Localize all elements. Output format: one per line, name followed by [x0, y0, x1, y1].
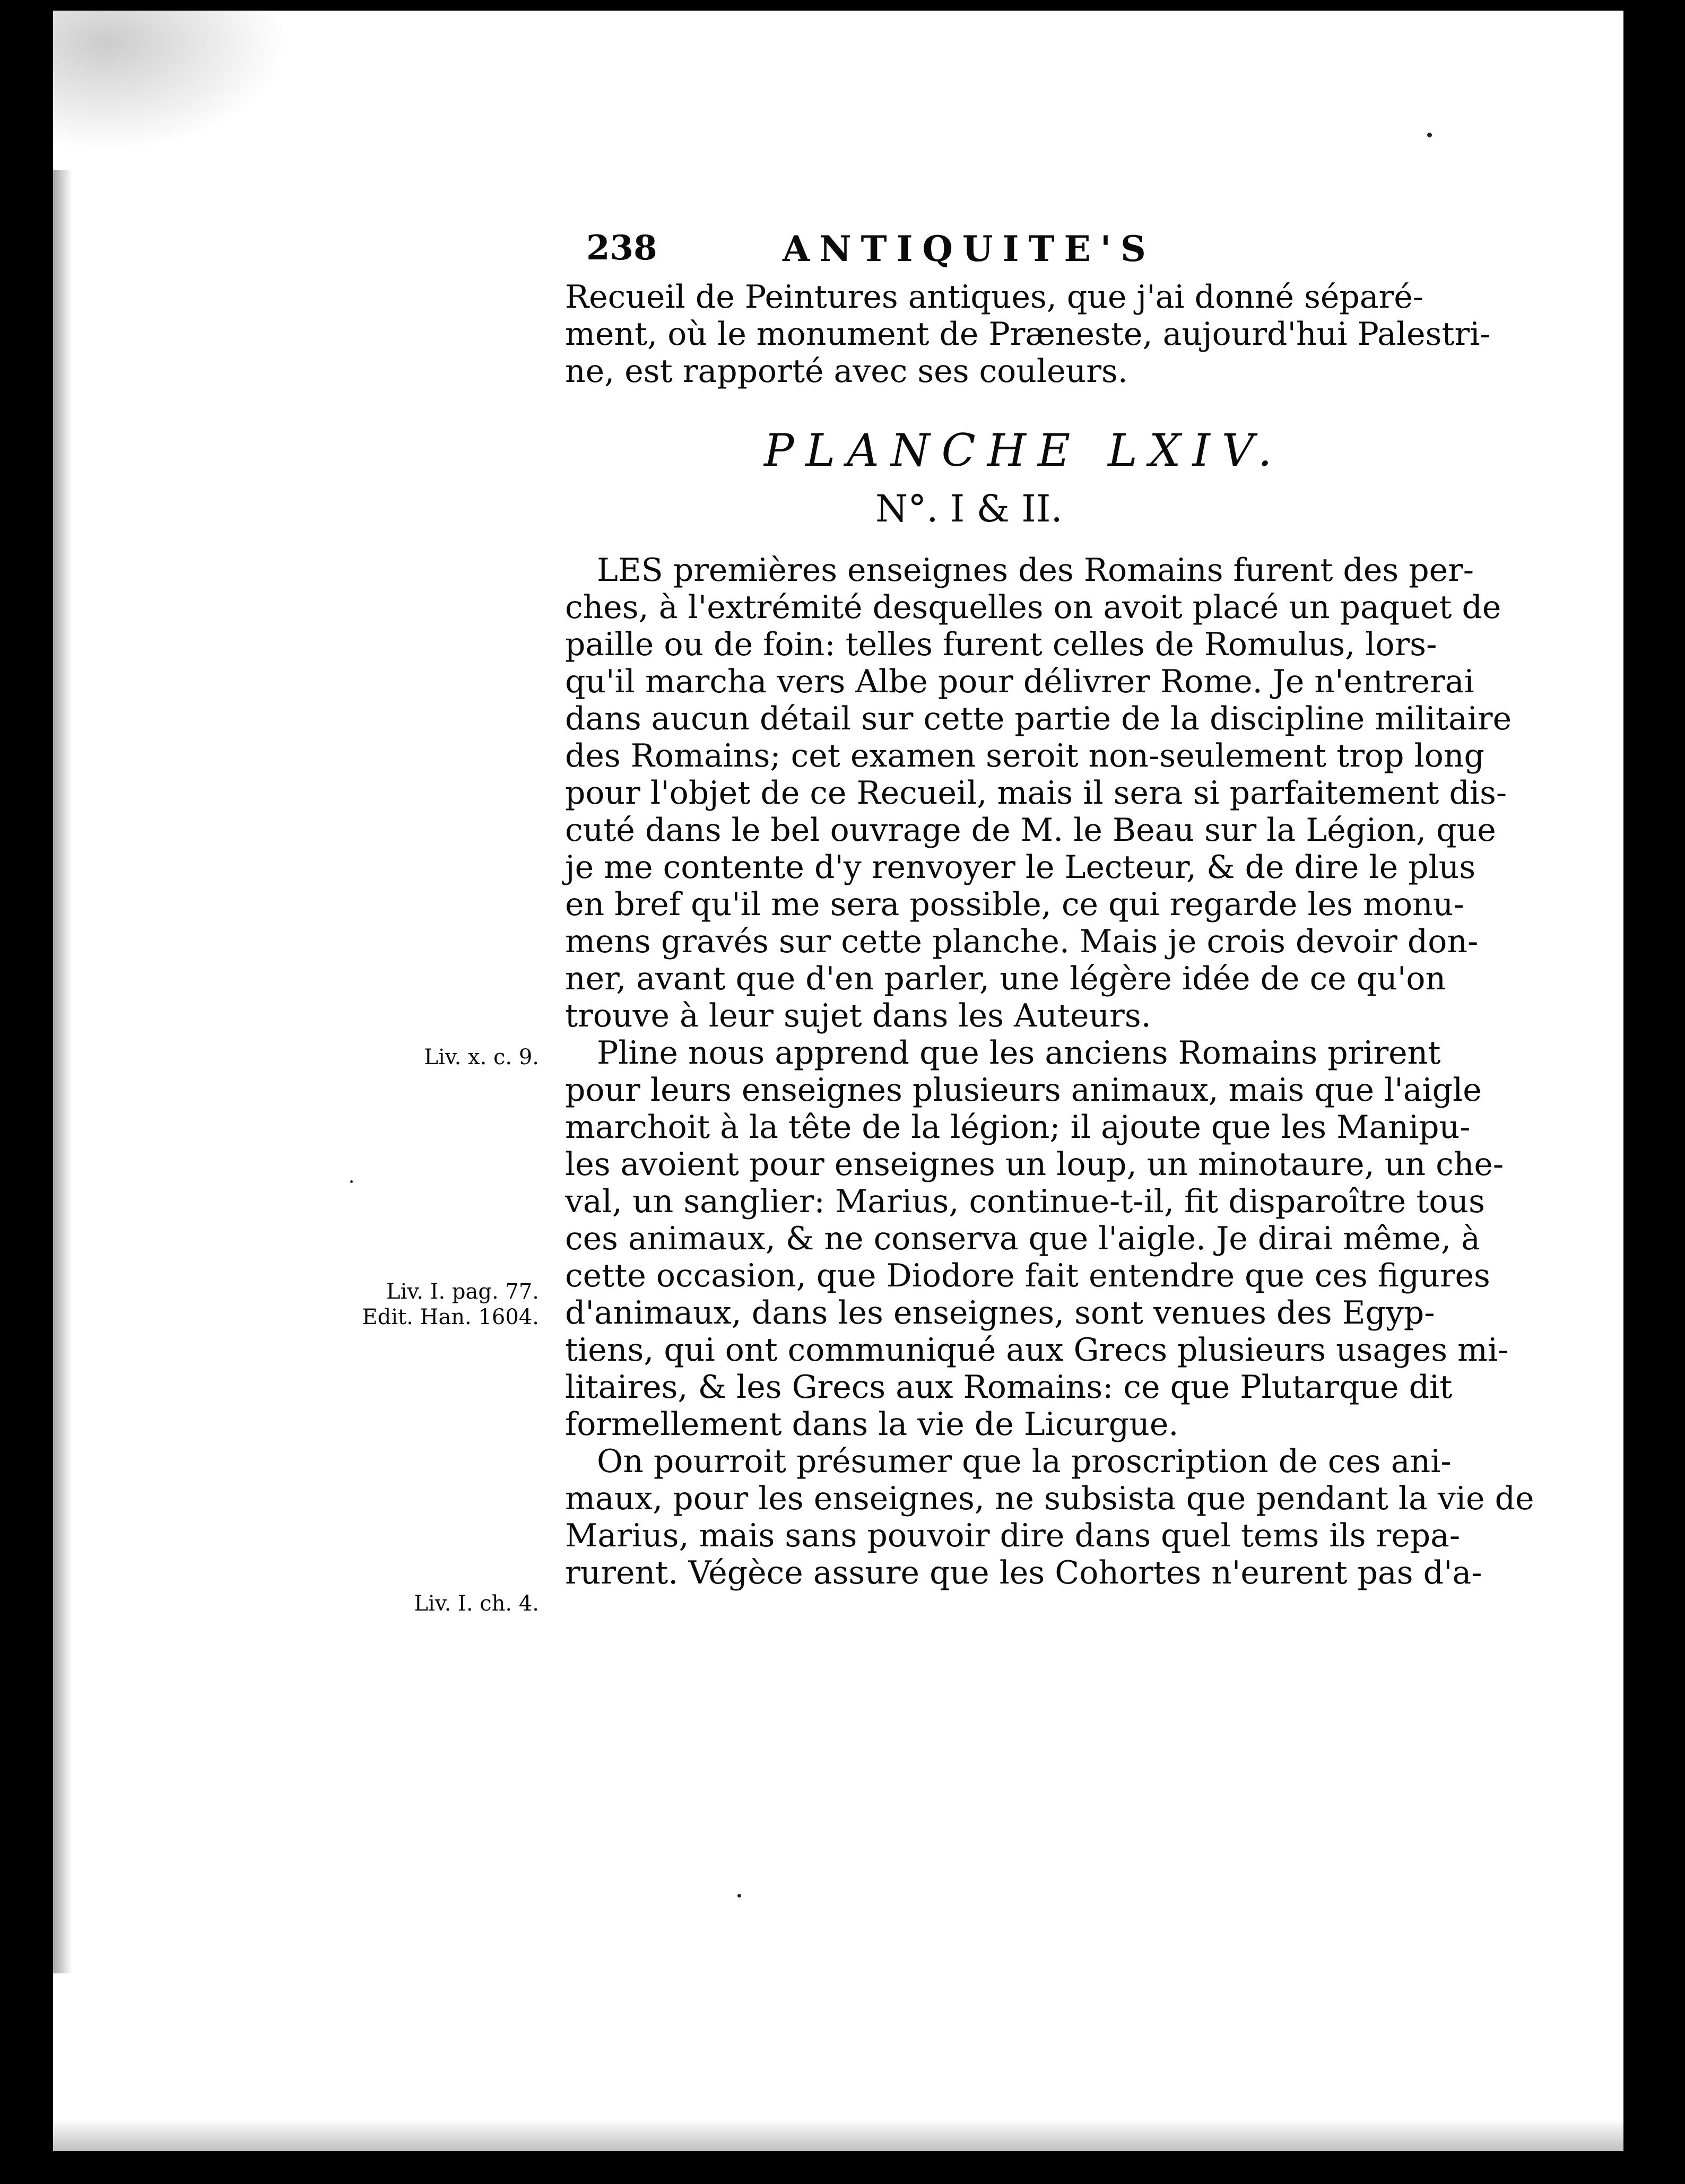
text-line: val, un sanglier: Marius, continue-t-il, fit disparoître tous [565, 1183, 1485, 1220]
text-line: Pline nous apprend que les anciens Romains prirent [597, 1034, 1441, 1072]
text-line: tiens, qui ont communiqué aux Grecs plusieurs usages mi- [565, 1332, 1509, 1369]
text-line: ner, avant que d'en parler, une légère idée de ce qu'on [565, 960, 1446, 997]
text-line: mens gravés sur cette planche. Mais je crois devoir don- [565, 923, 1479, 960]
text-line: je me contente d'y renvoyer le Lecteur, & de dire le plus [565, 849, 1476, 886]
text-line: LES premières enseignes des Romains furent des per- [597, 552, 1474, 589]
text-line: marchoit à la tête de la légion; il ajoute que les Manipu- [565, 1109, 1471, 1146]
text-line: ces animaux, & ne conserva que l'aigle. Je dirai même, à [565, 1220, 1480, 1257]
text-line: cuté dans le bel ouvrage de M. le Beau sur la Légion, que [565, 812, 1496, 849]
text-line: cette occasion, que Diodore fait entendre que ces figures [565, 1257, 1490, 1294]
text-line: en bref qu'il me sera possible, ce qui regarde les monu- [565, 886, 1464, 923]
scan-shadow-top-left [53, 11, 318, 170]
plate-heading: PLANCHE LXIV. [764, 424, 1284, 476]
text-line: paille ou de foin: telles furent celles de Romulus, lors- [565, 626, 1437, 663]
text-line: Recueil de Peintures antiques, que j'ai donné séparé- [565, 279, 1424, 316]
text-line: formellement dans la vie de Licurgue. [565, 1406, 1179, 1443]
running-head [586, 228, 1276, 276]
text-line: On pourroit présumer que la proscription de ces ani- [597, 1443, 1452, 1480]
text-line: qu'il marcha vers Albe pour délivrer Rome. Je n'entrerai [565, 663, 1474, 700]
page-number: 238 [586, 228, 657, 268]
margin-note: Liv. x. c. 9. [424, 1045, 539, 1069]
text-line: les avoient pour enseignes un loup, un minotaure, un che- [565, 1146, 1504, 1183]
scan-speck [1427, 133, 1432, 137]
margin-note: Liv. I. pag. 77. [386, 1280, 539, 1304]
text-line: Marius, mais sans pouvoir dire dans quel tems ils repa- [565, 1517, 1461, 1554]
margin-note: Liv. I. ch. 4. [414, 1591, 539, 1616]
text-line: des Romains; cet examen seroit non-seulement trop long [565, 737, 1484, 775]
text-line: ment, où le monument de Præneste, aujourd'hui Palestri- [565, 316, 1491, 353]
running-title: ANTIQUITE'S [783, 228, 1156, 269]
text-line: dans aucun détail sur cette partie de la discipline militaire [565, 700, 1512, 737]
text-line: trouve à leur sujet dans les Auteurs. [565, 997, 1151, 1034]
text-line: d'animaux, dans les enseignes, sont venues des Egyp- [565, 1294, 1435, 1332]
plate-number: N°. I & II. [875, 487, 1063, 530]
scan-shadow-left [53, 170, 72, 1973]
text-line: ches, à l'extrémité desquelles on avoit placé un paquet de [565, 589, 1501, 626]
text-line: rurent. Végèce assure que les Cohortes n'eurent pas d'a- [565, 1554, 1482, 1591]
text-line: pour leurs enseignes plusieurs animaux, mais que l'aigle [565, 1072, 1482, 1109]
text-line: pour l'objet de ce Recueil, mais il sera si parfaitement dis- [565, 775, 1507, 812]
scan-shadow-bottom [53, 2119, 1623, 2151]
text-line: maux, pour les enseignes, ne subsista que pendant la vie de [565, 1480, 1534, 1517]
text-line: ne, est rapporté avec ses couleurs. [565, 353, 1128, 390]
scan-speck [350, 1180, 353, 1183]
margin-note: Edit. Han. 1604. [362, 1305, 539, 1329]
scan-speck [737, 1894, 741, 1898]
text-line: litaires, & les Grecs aux Romains: ce que Plutarque dit [565, 1369, 1453, 1406]
